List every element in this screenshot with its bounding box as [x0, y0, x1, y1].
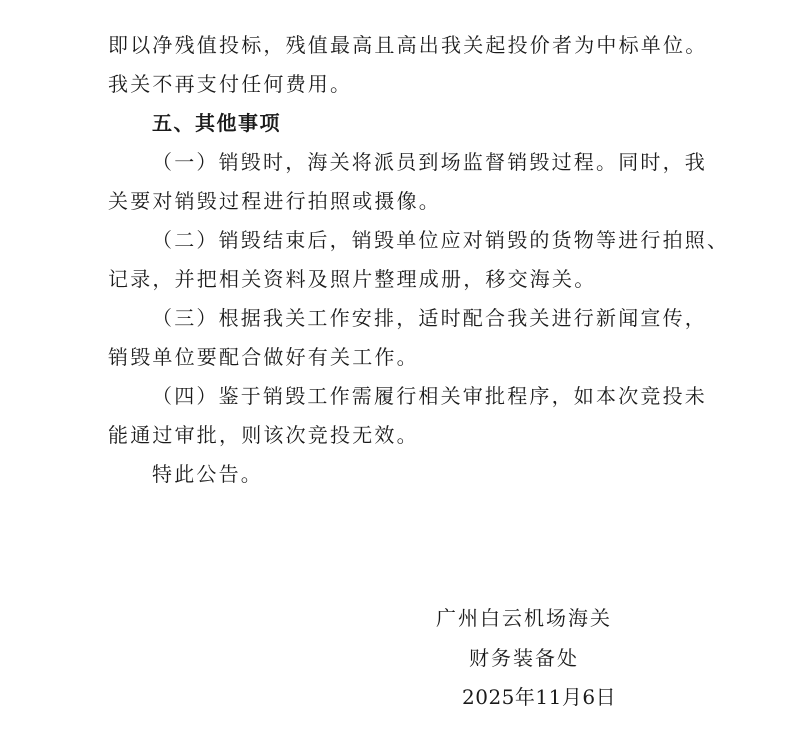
paragraph-line: 关要对销毁过程进行拍照或摄像。: [108, 189, 441, 213]
paragraph-line: 即以净残值投标，残值最高且高出我关起投价者为中标单位。: [108, 33, 708, 57]
section-heading: 五、其他事项: [152, 111, 281, 135]
paragraph-line: （三）根据我关工作安排，适时配合我关进行新闻宣传，: [152, 306, 707, 330]
signature-date: 2025年11月6日: [462, 685, 617, 709]
paragraph-line: （一）销毁时，海关将派员到场监督销毁过程。同时，我: [152, 150, 707, 174]
signature-department: 财务装备处: [469, 646, 579, 670]
paragraph-line: 销毁单位要配合做好有关工作。: [108, 345, 419, 369]
paragraph-line: （二）销毁结束后，销毁单位应对销毁的货物等进行拍照、: [152, 228, 730, 252]
paragraph-line: （四）鉴于销毁工作需履行相关审批程序，如本次竞投未: [152, 384, 707, 408]
paragraph-line: 记录，并把相关资料及照片整理成册，移交海关。: [108, 267, 597, 291]
paragraph-line: 我关不再支付任何费用。: [108, 72, 353, 96]
paragraph-line: 能通过审批，则该次竞投无效。: [108, 423, 419, 447]
closing-line: 特此公告。: [152, 462, 263, 486]
signature-organization: 广州白云机场海关: [436, 606, 612, 630]
